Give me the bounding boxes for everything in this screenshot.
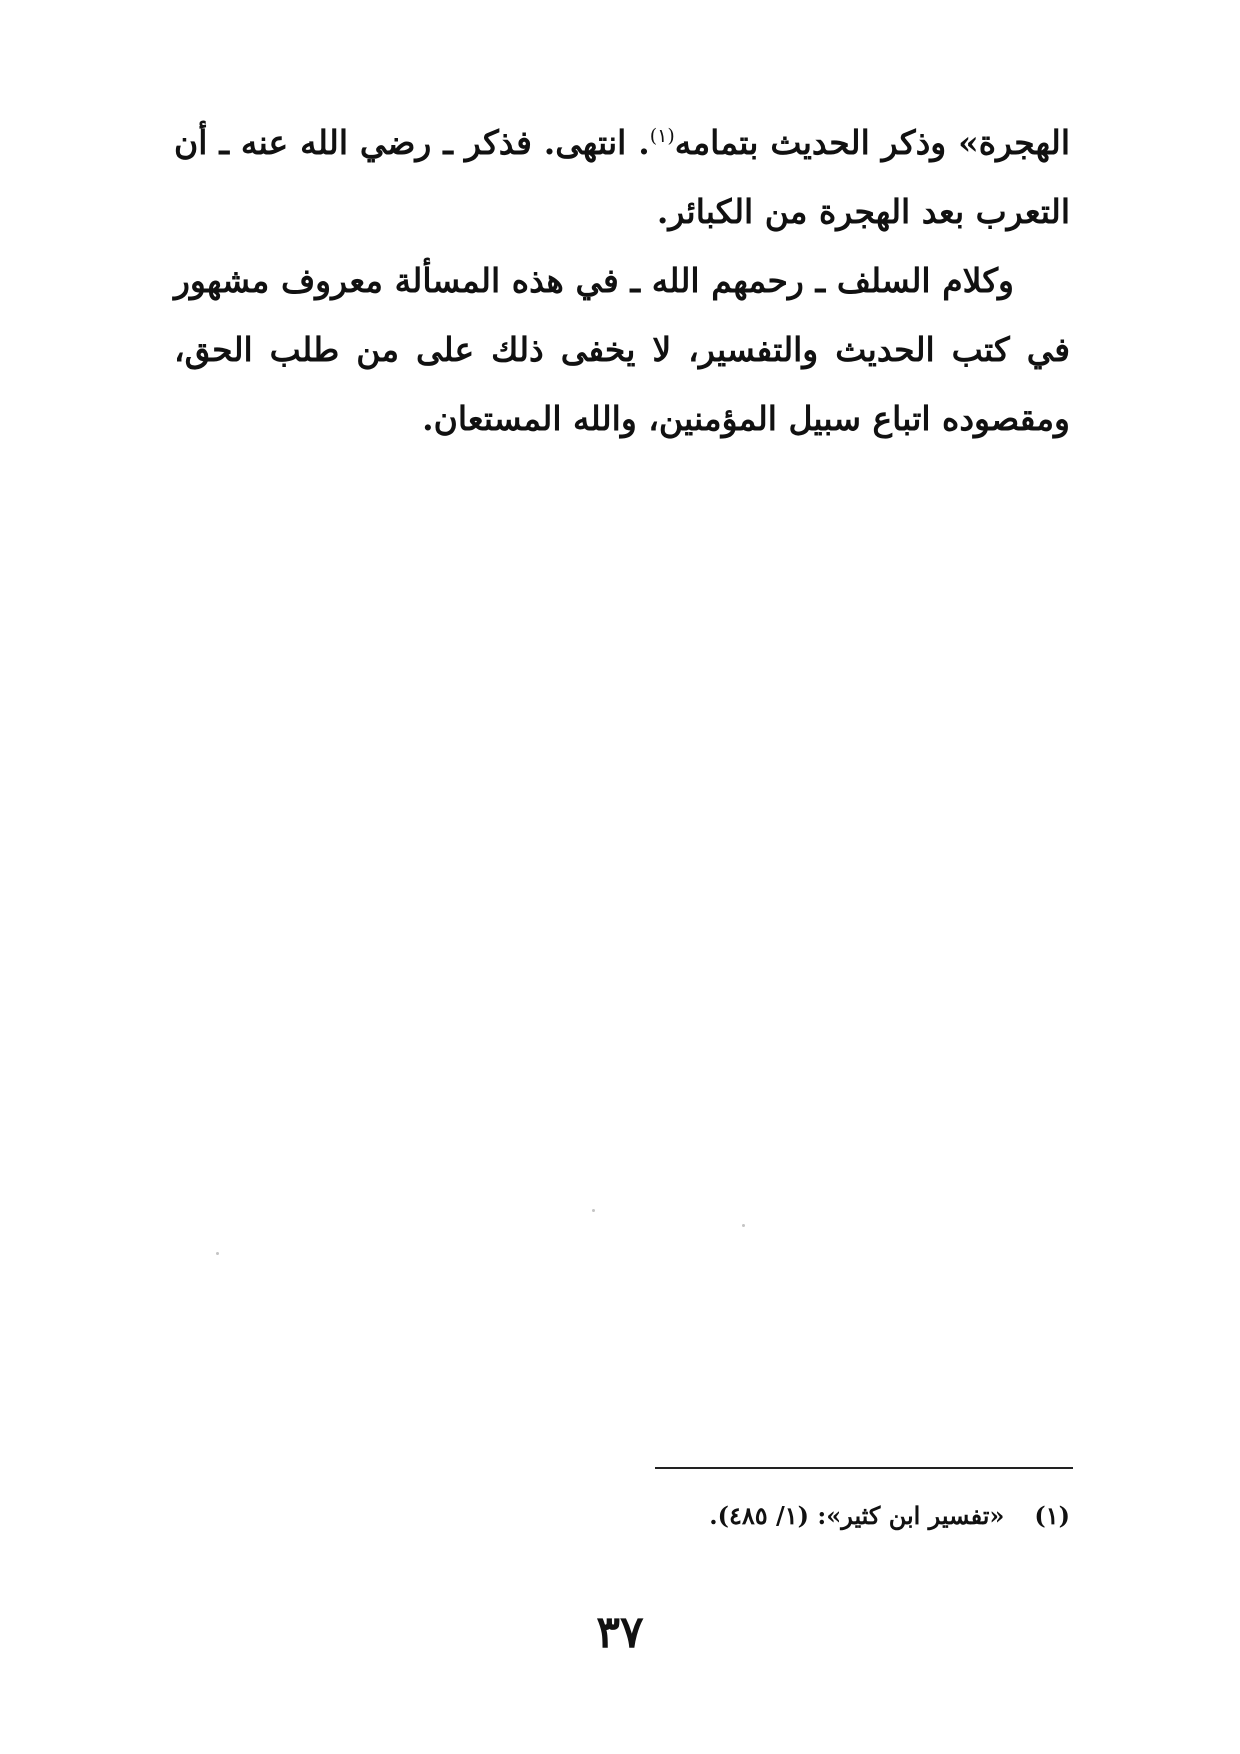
paragraph-1 (174, 108, 1070, 246)
scan-speck (216, 1252, 219, 1255)
paragraph-1-text-after-ref: . انتهى. فذكر ـ رضي الله عنه ـ أن التعرب بعد الهجرة من الكبائر. (174, 123, 1070, 231)
paragraph-2: وكلام السلف ـ رحمهم الله ـ في هذه المسألة معروف مشهور في كتب الحديث والتفسير، لا يخفى ذلك على من طلب الحق، ومقصوده اتباع سبيل المؤمنين، والله المستعان. (174, 261, 1070, 438)
footnote-number: (١) (1034, 1501, 1070, 1530)
footnote-text: «تفسير ابن كثير»: (١/ ٤٨٥). (709, 1501, 1005, 1530)
page-number: ٣٧ (596, 1607, 644, 1658)
footnote-divider (655, 1467, 1073, 1469)
footnote-reference: (١) (649, 125, 675, 147)
main-text (174, 108, 1070, 453)
paragraph-1-text-before-ref: الهجرة» وذكر الحديث بتمامه (674, 123, 1070, 162)
scan-speck (592, 1209, 595, 1212)
scan-speck (742, 1224, 745, 1227)
footnote (300, 1498, 1070, 1534)
